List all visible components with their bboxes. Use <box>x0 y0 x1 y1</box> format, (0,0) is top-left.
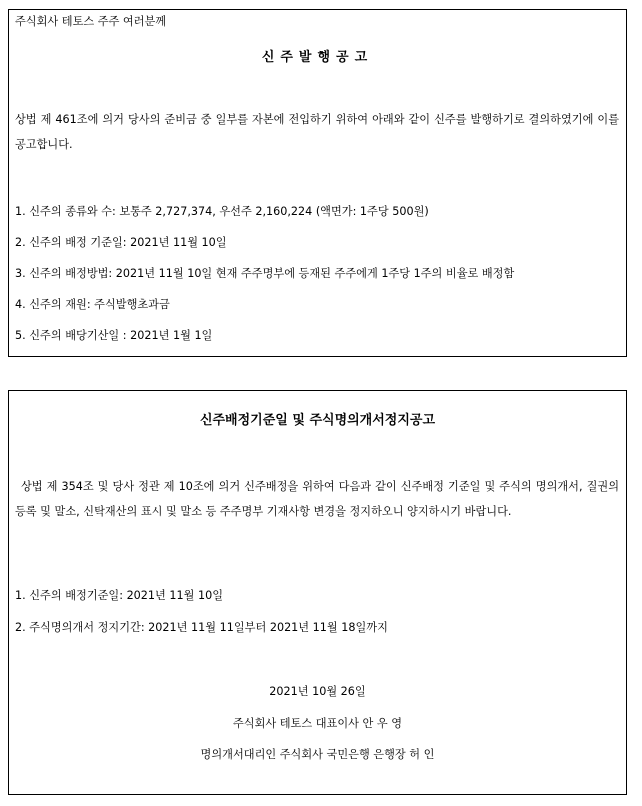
list-item: 2. 신주의 배정 기준일: 2021년 11월 10일 <box>15 236 227 249</box>
notice-record-date-and-register-closure <box>8 390 627 795</box>
list-item: 4. 신주의 재원: 주식발행초과금 <box>15 298 170 311</box>
notice-intro: 상법 제 461조에 의거 당사의 준비금 중 일부를 자본에 전입하기 위하여 아래와 같이 신주를 발행하기로 결의하였기에 이를 공고합니다. <box>15 113 619 151</box>
notice-new-share-issuance <box>8 9 627 357</box>
list-item: 5. 신주의 배당기산일 : 2021년 1월 1일 <box>15 329 213 342</box>
notice-date: 2021년 10월 26일 <box>269 685 366 698</box>
salutation: 주식회사 테토스 주주 여러분께 <box>15 15 167 28</box>
list-item: 1. 신주의 배정기준일: 2021년 11월 10일 <box>15 589 224 602</box>
notice-title: 신주배정기준일 및 주식명의개서정지공고 <box>199 413 436 428</box>
list-item: 1. 신주의 종류와 수: 보통주 2,727,374, 우선주 2,160,224 (액면가: 1주당 500원) <box>15 205 429 218</box>
list-item: 3. 신주의 배정방법: 2021년 11월 10일 현재 주주명부에 등재된 주주에게 1주당 1주의 비율로 배정함 <box>15 267 515 280</box>
transfer-agent: 명의개서대리인 주식회사 국민은행 은행장 허 인 <box>200 748 435 761</box>
company-signature: 주식회사 테토스 대표이사 안 우 영 <box>232 717 403 730</box>
notice-intro: 상법 제 354조 및 당사 정관 제 10조에 의거 신주배정을 위하여 다음과 같이 신주배정 기준일 및 주식의 명의개서, 질권의 등록 및 말소, 신탁재산의 표시 및 말소 등 주주명부 기재사항 변경을 정지하오니 양지하시기 바랍니다. <box>15 480 619 518</box>
notice-title: 신주발행공고 <box>261 50 374 65</box>
list-item: 2. 주식명의개서 정지기간: 2021년 11월 11일부터 2021년 11월 18일까지 <box>15 621 388 634</box>
